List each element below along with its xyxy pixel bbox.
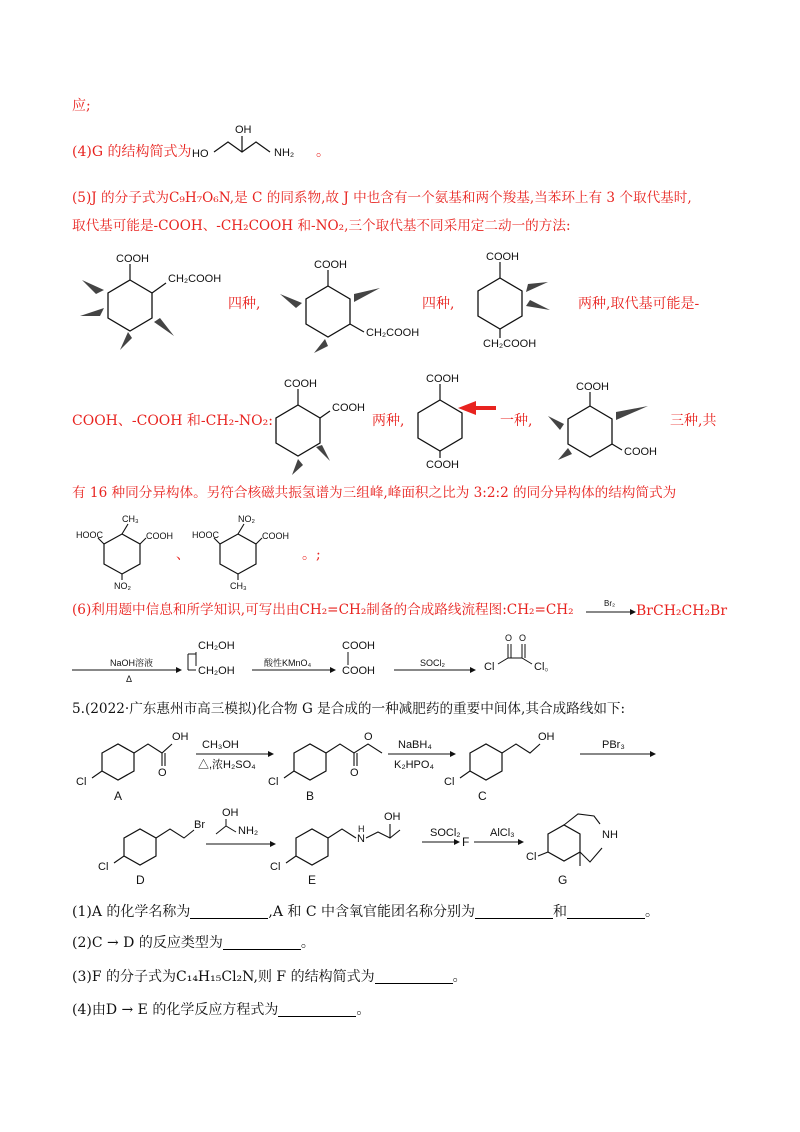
- reagent-kmno4: 酸性KMnO₄: [264, 658, 312, 668]
- s5-cooh-b: COOH: [426, 459, 459, 471]
- b-o-ester: O: [364, 731, 373, 743]
- s3-cooh: COOH: [486, 251, 519, 263]
- label-a: A: [114, 789, 123, 803]
- reagent-naoh: NaOH溶液: [110, 658, 154, 668]
- isomer-struct-5: [418, 370, 498, 470]
- ti2-no2: NO₂: [238, 514, 255, 524]
- synthesis-route: [72, 632, 632, 692]
- e-cl: Cl: [270, 861, 281, 873]
- reagent-nh2: NH₂: [238, 825, 259, 837]
- isomer-struct-2: [280, 258, 430, 358]
- target-isomer-2: [192, 512, 292, 591]
- ti2-cooh: COOH: [262, 531, 289, 541]
- g-structure: [192, 122, 332, 167]
- one-kind: 一种,: [500, 413, 533, 429]
- q5-answer-line1: (5)J 的分子式为C₉H₇O₆N,是 C 的同系物,故 J 中也含有一个氨基和两个羧基,当苯环上有 3 个取代基时,: [72, 190, 692, 206]
- s3-ch2cooh: CH₂COOH: [483, 338, 537, 350]
- s2-ch2cooh: CH₂COOH: [366, 327, 420, 339]
- ti1-no2: NO₂: [114, 581, 131, 591]
- isomer-count-line: 有 16 种同分异构体。另符合核磁共振氢谱为三组峰,峰面积之比为 3:2:2 的同分异构体的结构简式为: [72, 485, 677, 501]
- blank-reaction-type[interactable]: [223, 935, 301, 950]
- q5-answer-line2: 取代基可能是-COOH、-CH₂COOH 和-NO₂,三个取代基不同采用定二动一的方法:: [72, 218, 571, 234]
- g-ho-label: HO: [192, 148, 209, 160]
- e-h: H: [358, 824, 365, 834]
- route-cooh-b: COOH: [342, 665, 375, 677]
- label-d: D: [136, 873, 145, 887]
- label-e: E: [308, 873, 317, 887]
- subq-3: (3)F 的分子式为C₁₄H₁₅Cl₂N,则 F 的结构简式为 。: [72, 969, 467, 985]
- blank-f-structure[interactable]: [375, 969, 453, 984]
- s6-cooh-a: COOH: [576, 381, 609, 393]
- ti2-hooc: HOOC: [192, 530, 219, 540]
- isomer-separator: 、: [176, 547, 190, 563]
- s1-ch2cooh: CH₂COOH: [168, 273, 222, 285]
- target-isomer-1: [76, 512, 176, 591]
- d-br: Br: [194, 819, 205, 831]
- label-g: G: [558, 873, 568, 887]
- q6-product1: BrCH₂CH₂Br: [636, 603, 728, 619]
- s4-cooh-a: COOH: [284, 378, 317, 390]
- s2-cooh: COOH: [314, 259, 347, 271]
- q4-answer-suffix: 。: [316, 144, 330, 160]
- s5-cooh-a: COOH: [426, 373, 459, 385]
- s6-cooh-b: COOH: [624, 446, 657, 458]
- blank-a-name[interactable]: [190, 904, 268, 919]
- ti2-ch3: CH₃: [230, 581, 247, 591]
- g-oh-label: OH: [235, 124, 252, 136]
- row2-prefix: COOH、-COOH 和-CH₂-NO₂:: [72, 413, 273, 429]
- s4-cooh-b: COOH: [332, 402, 365, 414]
- route-cl-b: Cl。: [534, 661, 556, 673]
- route-o-a: O: [505, 633, 513, 643]
- isomer-struct-3: [478, 250, 578, 350]
- two-kinds-a: 两种,取代基可能是-: [578, 296, 700, 312]
- ti1-hooc: HOOC: [76, 530, 103, 540]
- label-f: F: [462, 835, 470, 849]
- subq-1: (1)A 的化学名称为 ,A 和 C 中含氧官能团名称分别为 和 。: [72, 904, 660, 920]
- step3-top: PBr₃: [602, 739, 625, 751]
- q4-answer-prefix: (4)G 的结构简式为: [72, 144, 192, 160]
- four-kinds-2: 四种,: [422, 296, 455, 312]
- q5-intro: 5.(2022·广东惠州市高三模拟)化合物 G 是合成的一种减肥药的重要中间体,其合成路线如下:: [72, 701, 626, 717]
- step2-top: NaBH₄: [398, 739, 432, 751]
- step6-top: AlCl₃: [490, 827, 515, 839]
- c-oh: OH: [538, 731, 555, 743]
- blank-c-group[interactable]: [567, 904, 645, 919]
- route-cl-a: Cl: [484, 661, 495, 673]
- step2-bottom: K₂HPO₄: [394, 759, 434, 771]
- g-nh: NH: [602, 829, 618, 841]
- isomer-struct-4: [268, 375, 378, 475]
- ti1-cooh: COOH: [146, 531, 173, 541]
- ti1-ch3: CH₃: [122, 514, 139, 524]
- a-cl: Cl: [76, 776, 87, 788]
- four-kinds-1: 四种,: [228, 296, 261, 312]
- step1-top: CH₃OH: [202, 739, 239, 751]
- a-oh: OH: [172, 731, 189, 743]
- subq-4: (4)由D → E 的化学反应方程式为 。: [72, 1002, 371, 1018]
- d-cl: Cl: [98, 861, 109, 873]
- red-arrow: [458, 398, 498, 418]
- e-n: N: [357, 833, 365, 845]
- isomer-struct-6: [548, 378, 668, 473]
- route-cooh-a: COOH: [342, 640, 375, 652]
- route-o-b: O: [519, 633, 527, 643]
- reagent-delta: Δ: [126, 674, 133, 684]
- synthesis-row1: [72, 718, 752, 813]
- c-cl: Cl: [444, 776, 455, 788]
- g-nh2-label: NH₂: [274, 147, 295, 159]
- g-cl: Cl: [526, 851, 537, 863]
- subq-2: (2)C → D 的反应类型为 。: [72, 935, 315, 951]
- b-o-carbonyl: O: [350, 767, 359, 779]
- br2-label: Br₂: [604, 599, 616, 608]
- reagent-socl2: SOCl₂: [420, 658, 445, 668]
- label-c: C: [478, 789, 487, 803]
- a-o: O: [158, 767, 167, 779]
- step5-top: SOCl₂: [430, 827, 461, 839]
- blank-a-group[interactable]: [475, 904, 553, 919]
- three-kinds: 三种,共: [670, 413, 717, 429]
- synthesis-row2: [72, 808, 752, 898]
- isomer-end: 。;: [302, 547, 321, 563]
- label-b: B: [306, 789, 315, 803]
- step1-bottom: △,浓H₂SO₄: [198, 759, 256, 771]
- answer-fragment: 应;: [72, 98, 91, 114]
- two-kinds-b: 两种,: [372, 413, 405, 429]
- br2-arrow: [586, 600, 636, 620]
- s1-cooh: COOH: [116, 253, 149, 265]
- route-ch2oh-a: CH₂OH: [198, 640, 235, 652]
- blank-equation[interactable]: [278, 1002, 356, 1017]
- route-ch2oh-b: CH₂OH: [198, 665, 235, 677]
- isomer-struct-1: [82, 250, 232, 350]
- e-oh: OH: [384, 811, 401, 823]
- b-cl: Cl: [268, 776, 279, 788]
- reagent-oh: OH: [222, 807, 239, 819]
- q6-prefix: (6)利用题中信息和所学知识,可写出由CH₂=CH₂制备的合成路线流程图:CH₂=CH₂: [72, 602, 574, 618]
